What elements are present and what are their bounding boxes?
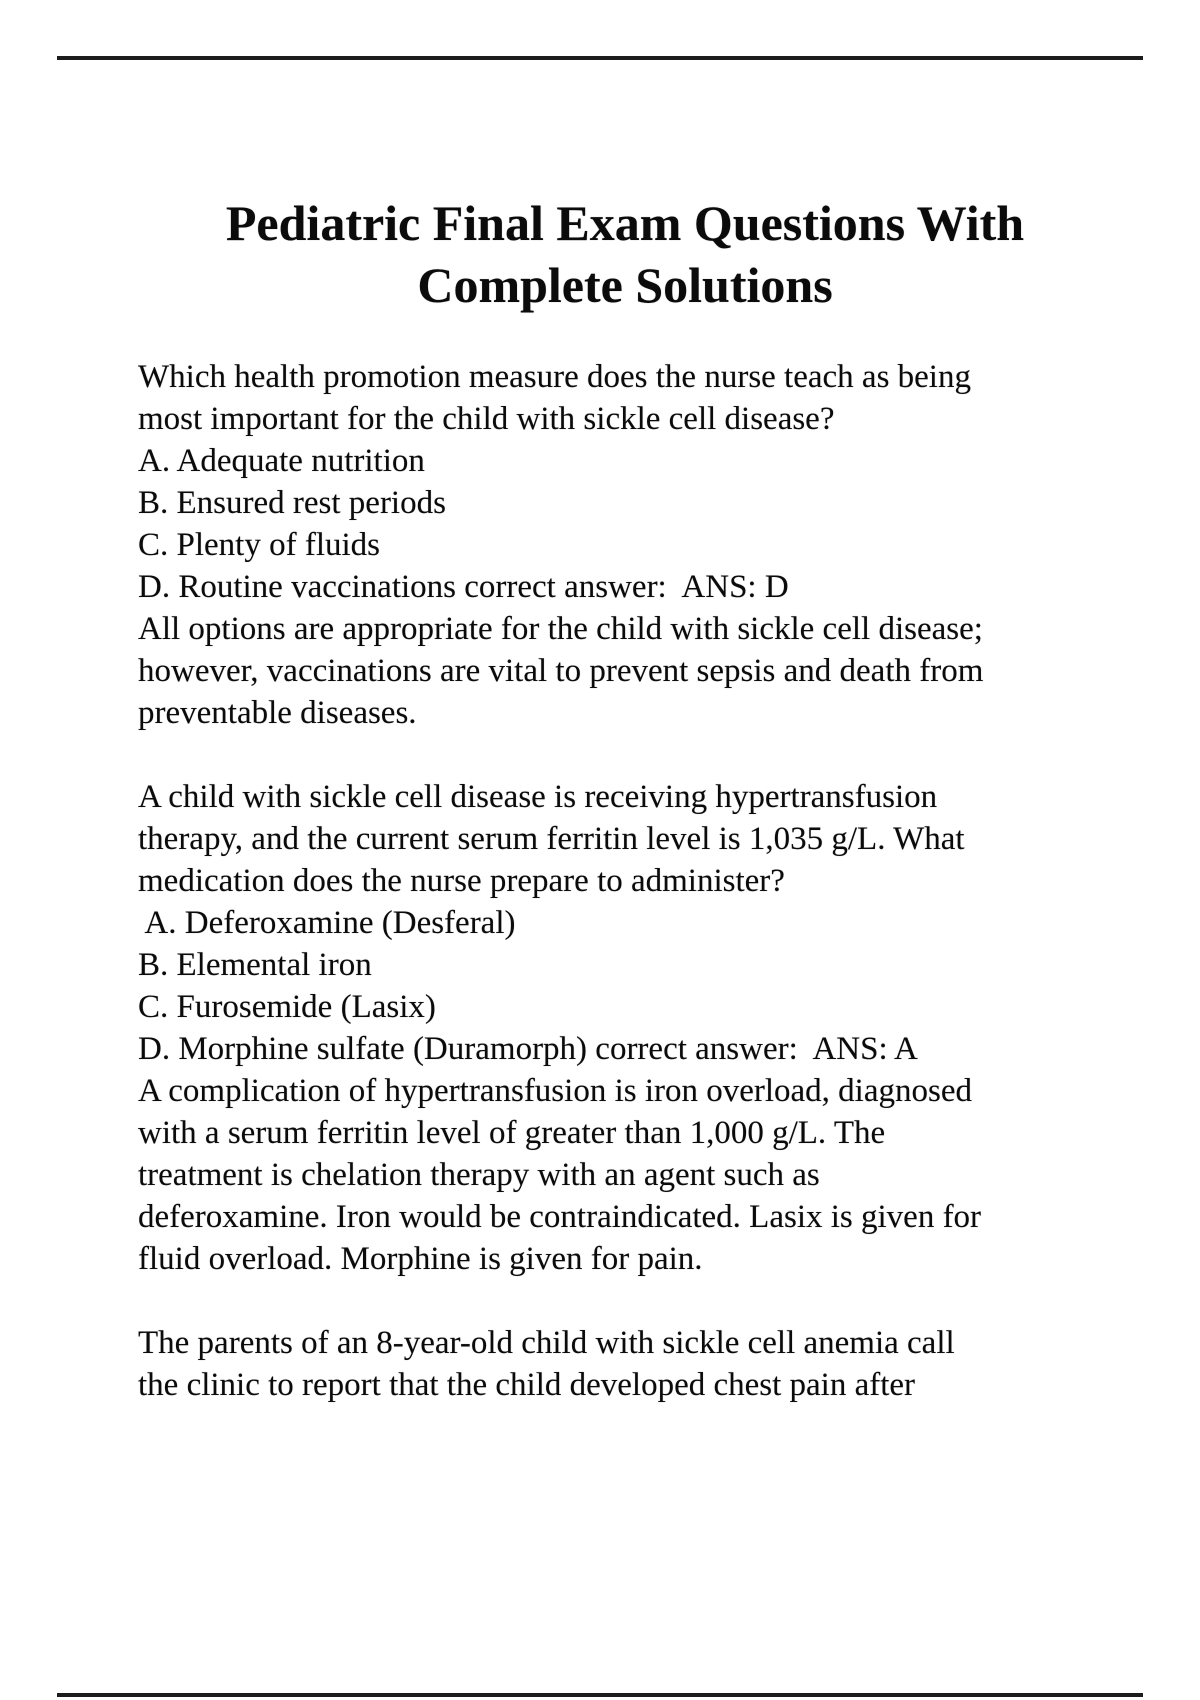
answer-option-d-correct-answer: D. Morphine sulfate (Duramorph) correct answer: ANS: A [138, 1031, 918, 1067]
text-line: the clinic to report that the child developed chest pain after [138, 1367, 916, 1403]
question-block-2 [138, 776, 1200, 1280]
rationale-line: fluid overload. Morphine is given for pain. [138, 1241, 703, 1277]
answer-option-c: C. Furosemide (Lasix) [138, 989, 436, 1025]
text-line: A child with sickle cell disease is receiving hypertransfusion [138, 779, 938, 815]
page-title [150, 192, 1100, 316]
answer-option-a: A. Deferoxamine (Desferal) [138, 905, 516, 941]
page-title-line: Pediatric Final Exam Questions With [225, 195, 1025, 251]
text-line: medication does the nurse prepare to administer? [138, 863, 785, 899]
rationale-line: with a serum ferritin level of greater than 1,000 g/L. The [138, 1115, 886, 1151]
rationale-line: A complication of hypertransfusion is iron overload, diagnosed [138, 1073, 972, 1109]
answer-option-d-correct-answer: D. Routine vaccinations correct answer: ANS: D [138, 569, 789, 605]
answer-option-a: A. Adequate nutrition [138, 443, 425, 479]
text-line: Which health promotion measure does the nurse teach as being [138, 359, 971, 395]
document-body [138, 356, 1200, 1448]
text-line: most important for the child with sickle cell disease? [138, 401, 835, 437]
horizontal-rule-top [57, 56, 1143, 60]
question-block-3 [138, 1322, 1200, 1406]
rationale-line: treatment is chelation therapy with an agent such as [138, 1157, 820, 1193]
question-block-1 [138, 356, 1200, 734]
horizontal-rule-bottom [57, 1693, 1143, 1697]
rationale-line: however, vaccinations are vital to prevent sepsis and death from [138, 653, 984, 689]
rationale-line: deferoxamine. Iron would be contraindicated. Lasix is given for [138, 1199, 982, 1235]
answer-option-b: B. Ensured rest periods [138, 485, 446, 521]
text-line: therapy, and the current serum ferritin level is 1,035 g/L. What [138, 821, 965, 857]
answer-option-c: C. Plenty of fluids [138, 527, 381, 563]
answer-option-b: B. Elemental iron [138, 947, 372, 983]
page-title-line: Complete Solutions [417, 257, 833, 313]
rationale-line: preventable diseases. [138, 695, 417, 731]
rationale-line: All options are appropriate for the child with sickle cell disease; [138, 611, 983, 647]
text-line: The parents of an 8-year-old child with sickle cell anemia call [138, 1325, 955, 1361]
